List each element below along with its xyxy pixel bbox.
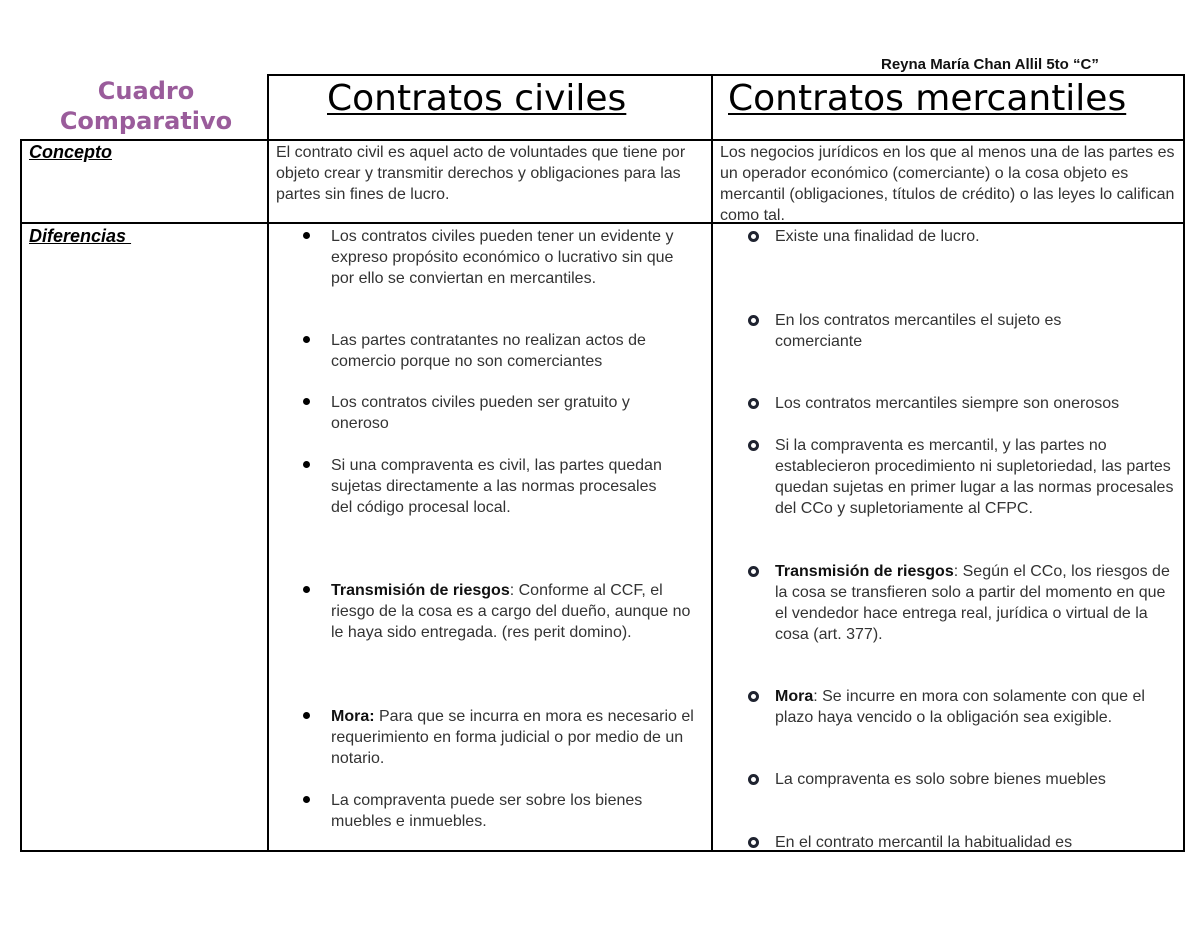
civil-difference-text: Los contratos civiles pueden tener un evidente y expreso propósito económico o lucrativo sin que por ello se conviertan en mercantiles. [331,228,674,287]
column-divider-2 [711,74,713,852]
mercantil-difference-item [775,393,1180,414]
civil-difference-bold: Mora: [331,708,375,725]
mercantil-difference-item [775,310,1120,352]
bullet-icon [303,712,310,719]
civil-difference-text: Las partes contratantes no realizan actos de comercio porque no son comerciantes [331,332,646,370]
bullet-icon [303,586,310,593]
civil-difference-item [331,330,701,372]
bullet-icon [303,232,310,239]
mercantil-difference-text: : Se incurre en mora con solamente con que el plazo haya vencido o la obligación sea exigible. [775,688,1145,726]
civil-difference-text: La compraventa puede ser sobre los bienes muebles e inmuebles. [331,792,643,830]
civil-difference-item [331,706,703,769]
table-border-right [1183,74,1185,852]
civil-difference-text: Los contratos civiles pueden ser gratuito y oneroso [331,394,630,432]
civil-difference-text: Para que se incurra en mora es necesario el requerimiento en forma judicial o por medio de un notario. [331,708,694,767]
bullet-icon [303,461,310,468]
document-title [46,76,246,136]
mercantil-difference-item [775,561,1175,645]
mercantil-difference-text: La compraventa es solo sobre bienes muebles [775,771,1106,788]
title-line-2: Comparativo [59,107,233,135]
bullet-icon [748,774,759,785]
mercantil-difference-text: Si la compraventa es mercantil, y las partes no establecieron procedimiento ni supletoriedad, las partes quedan sujetas en primer lugar a las normas procesales del CCo y supletoriamente al CFPC. [775,437,1174,517]
concepto-mercantil-text: Los negocios jurídicos en los que al menos una de las partes es un operador económico (comerciante) o la cosa objeto es mercantil (obligaciones, títulos de crédito) o las leyes lo califican como tal. [720,144,1175,224]
header-divider [20,139,1185,141]
bullet-icon [748,837,759,848]
bullet-icon [748,231,759,242]
mercantil-difference-text: Los contratos mercantiles siempre son onerosos [775,395,1120,412]
row-label-concepto: Concepto [29,142,112,162]
mercantil-difference-text: En los contratos mercantiles el sujeto es comerciante [775,312,1062,350]
mercantil-difference-text: : Según el CCo, los riesgos de la cosa se transfieren solo a partir del momento en que el vendedor hace entrega real, jurídica o virtual de la cosa (art. 377). [775,563,1170,643]
row-label-diferencias: Diferencias [29,226,132,246]
mercantil-difference-item [775,769,1180,790]
bullet-icon [748,566,759,577]
civil-difference-item [331,455,681,518]
mercantil-difference-text: Existe una finalidad de lucro. [775,228,980,245]
bullet-icon [748,315,759,326]
civil-difference-bold: Transmisión de riesgos [331,582,510,599]
title-line-1: Cuadro [97,77,195,105]
mercantil-difference-item [775,435,1175,519]
column-divider-1 [267,74,269,852]
mercantil-difference-item [775,686,1150,728]
concepto-civil-text: El contrato civil es aquel acto de voluntades que tiene por objeto crear y transmitir derechos y obligaciones para las partes sin fines de lucro. [276,144,686,203]
civil-difference-text: : Conforme al CCF, el riesgo de la cosa es a cargo del dueño, aunque no le haya sido entregada. (res perit domino). [331,582,691,641]
bullet-icon [303,796,310,803]
author-name: Reyna María Chan Allil 5to “C” [881,56,1099,73]
header-contratos-mercantiles: Contratos mercantiles [728,78,1127,119]
mercantil-difference-bold: Mora [775,688,814,705]
mercantil-difference-text: En el contrato mercantil la habitualidad es [775,834,1073,851]
bullet-icon [303,336,310,343]
civil-difference-item [331,392,691,434]
bullet-icon [303,398,310,405]
civil-difference-item [331,226,676,289]
bullet-icon [748,398,759,409]
table-border-top [267,74,1185,76]
mercantil-difference-item [775,226,1175,247]
mercantil-difference-bold: Transmisión de riesgos [775,563,954,580]
mercantil-difference-item [775,832,1175,853]
table-border-left [20,139,22,852]
civil-difference-text: Si una compraventa es civil, las partes quedan sujetas directamente a las normas procesales del código procesal local. [331,457,662,516]
civil-difference-item [331,580,696,643]
bullet-icon [748,691,759,702]
civil-difference-item [331,790,696,832]
bullet-icon [748,440,759,451]
header-contratos-civiles: Contratos civiles [327,78,627,119]
